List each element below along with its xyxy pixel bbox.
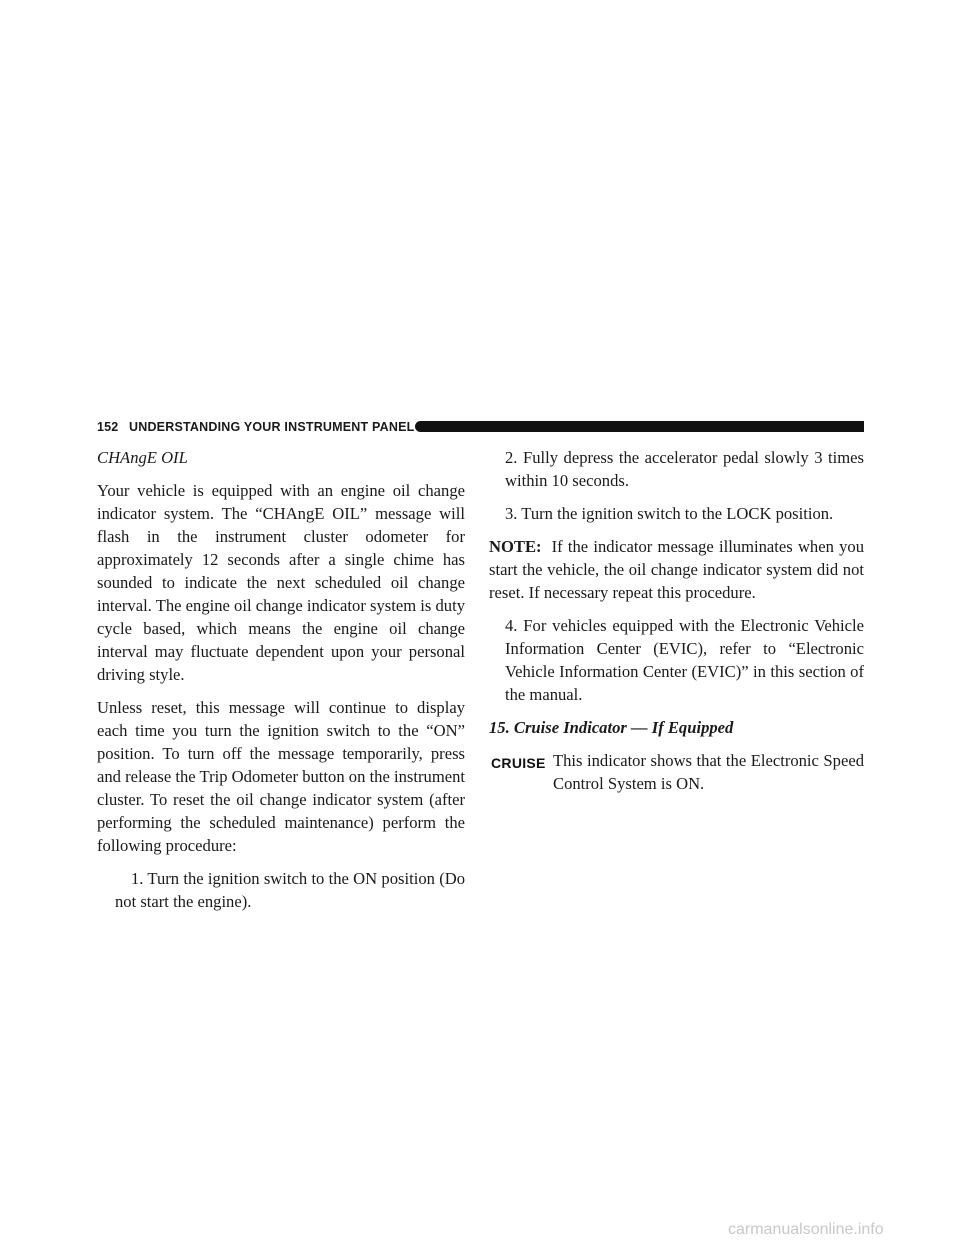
reset-paragraph: Unless reset, this message will continue to display each time you turn the ignition switch to the “ON” position. To turn off the message temporarily, press and release the Trip Odometer button on the instrument cluster. To reset the oil change indicator system (after performing the scheduled maintenance) perform the following procedure: [97,698,465,855]
cruise-indicator-heading: 15. Cruise Indicator — If Equipped [489,718,734,737]
cruise-indicator-text: This indicator shows that the Electronic Speed Control System is ON. [553,751,864,793]
page-number: 152 [97,420,119,434]
step-1: 1. Turn the ignition switch to the ON position (Do not start the engine). [115,869,465,911]
step-4: 4. For vehicles equipped with the Electronic Vehicle Information Center (EVIC), refer to “Electronic Vehicle Information Center (EVIC)” in this section of the manual. [505,616,864,704]
cruise-indicator-row [489,749,864,795]
note-text: If the indicator message illuminates when you start the vehicle, the oil change indicator system did not reset. If necessary repeat this procedure. [489,537,864,602]
section-title: UNDERSTANDING YOUR INSTRUMENT PANEL [129,420,415,434]
cruise-icon: CRUISE [491,755,546,771]
change-oil-heading: CHAngE OIL [97,448,188,467]
watermark: carmanualsonline.info [728,1221,884,1238]
step-2: 2. Fully depress the accelerator pedal slowly 3 times within 10 seconds. [505,448,864,490]
right-column [489,446,864,795]
note-paragraph [489,535,864,604]
left-column [97,446,465,923]
step-3: 3. Turn the ignition switch to the LOCK position. [505,504,834,523]
note-label: NOTE: [489,537,542,556]
header-bar [415,421,864,432]
change-oil-paragraph: Your vehicle is equipped with an engine oil change indicator system. The “CHAngE OIL” message will flash in the instrument cluster odometer for approximately 12 seconds after a single chime has sounded to indicate the next scheduled oil change interval. The engine oil change indicator system is duty cycle based, which means the engine oil change interval may fluctuate dependent upon your personal driving style. [97,481,465,684]
page-header [97,417,864,437]
